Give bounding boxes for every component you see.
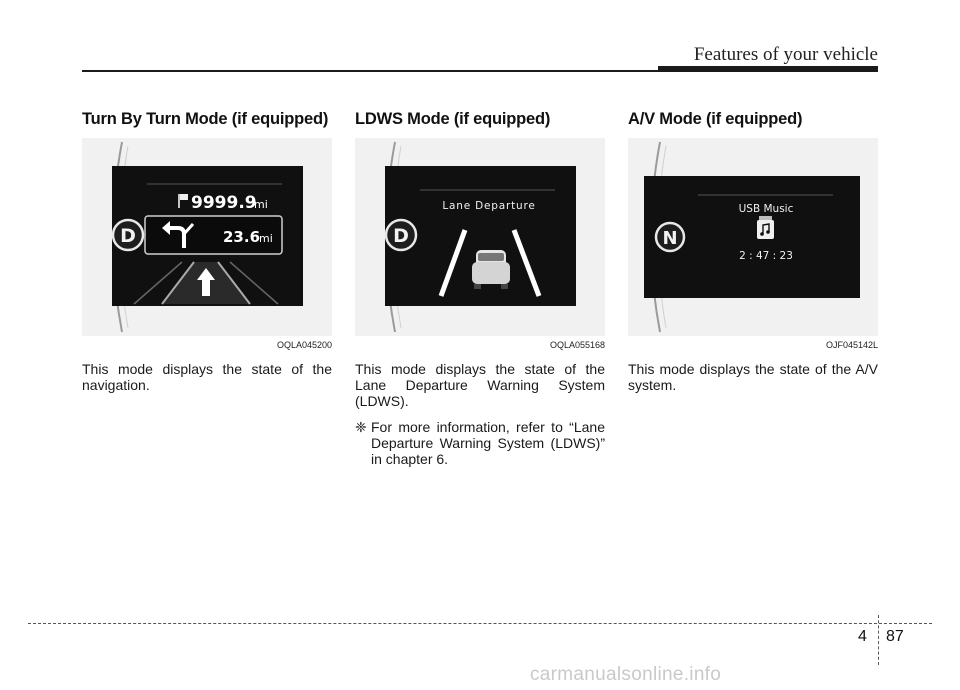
svg-text:9999.9: 9999.9	[191, 193, 257, 213]
section-ldws	[355, 110, 605, 467]
gear-indicator-icon	[113, 220, 143, 250]
gear-indicator-icon	[656, 223, 684, 251]
svg-text:N: N	[662, 228, 678, 249]
svg-text:USB Music: USB Music	[738, 203, 794, 215]
cluster-illustration	[355, 138, 605, 336]
svg-text:mi: mi	[254, 198, 268, 211]
section-av	[628, 110, 878, 393]
gear-indicator-icon	[386, 220, 416, 250]
section-heading: LDWS Mode (if equipped)	[355, 110, 551, 128]
figure-code: OJF045142L	[825, 340, 878, 350]
body-paragraph: This mode displays the state of the Lane Departure Warning System (LDWS).	[355, 361, 605, 409]
page-number: 87	[886, 628, 904, 645]
cluster-illustration	[628, 138, 878, 336]
cluster-illustration	[82, 138, 332, 336]
body-paragraph: This mode displays the state of the A/V system.	[628, 361, 878, 393]
header-rule	[82, 70, 878, 72]
usb-music-icon	[757, 216, 774, 239]
figure-av	[628, 138, 878, 336]
note-mark-icon: ❈	[355, 419, 367, 435]
section-heading: A/V Mode (if equipped)	[628, 110, 803, 128]
note-text: For more information, refer to “Lane Departure Warning System (LDWS)” in chapter 6.	[371, 419, 605, 467]
svg-text:mi: mi	[259, 232, 273, 245]
body-paragraph: This mode displays the state of the navigation.	[82, 361, 332, 393]
footer-rule	[28, 623, 932, 624]
watermark: carmanualsonline.info	[530, 664, 722, 685]
note	[355, 419, 605, 467]
figure-turn-by-turn	[82, 138, 332, 336]
footer-separator	[878, 615, 879, 665]
car-rear-icon	[472, 250, 510, 289]
svg-text:23.6: 23.6	[223, 228, 261, 246]
section-heading: Turn By Turn Mode (if equipped)	[82, 110, 329, 128]
running-header: Features of your vehicle	[693, 44, 878, 65]
svg-text:D: D	[393, 225, 409, 247]
figure-ldws	[355, 138, 605, 336]
svg-text:D: D	[120, 225, 136, 247]
figure-code: OQLA045200	[276, 340, 332, 350]
figure-code: OQLA055168	[549, 340, 605, 350]
svg-text:Lane Departure: Lane Departure	[442, 200, 536, 212]
svg-text:2 : 47 : 23: 2 : 47 : 23	[739, 250, 793, 262]
section-turn-by-turn	[82, 110, 332, 393]
chapter-number: 4	[858, 628, 867, 645]
